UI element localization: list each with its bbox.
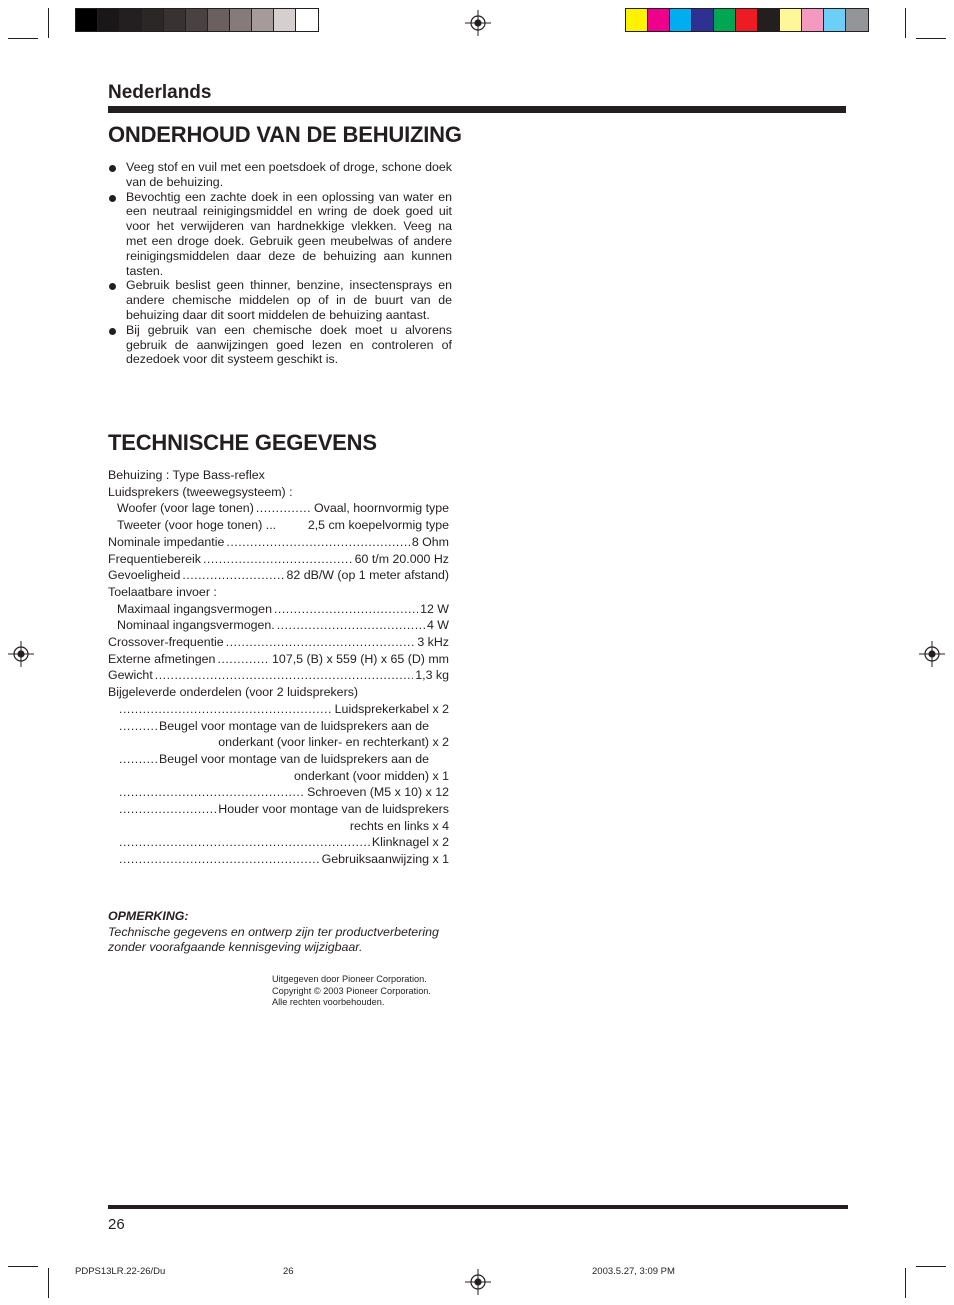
spec-weight xyxy=(108,667,449,684)
color-swatch xyxy=(230,9,252,31)
color-swatch xyxy=(824,9,846,31)
accessory-text: Beugel voor montage van de luidsprekers aan de xyxy=(159,718,430,733)
color-swatch xyxy=(670,9,692,31)
spec-label: Externe afmetingen xyxy=(108,651,216,666)
spec-tweeter xyxy=(108,517,449,534)
process-color-bar xyxy=(625,8,869,32)
accessory-item xyxy=(108,718,449,735)
spec-label: Woofer (voor lage tonen) xyxy=(117,501,254,516)
spec-speakers-label: Luidsprekers (tweewegsysteem) : xyxy=(108,484,293,499)
color-swatch xyxy=(76,9,98,31)
registration-mark-icon xyxy=(465,1269,491,1295)
list-item: Bij gebruik van een chemische doek moet u alvorens gebruik de aanwijzingen goed lezen en controleren of dezedoek voor dit systeem geschikt is. xyxy=(108,323,452,367)
section-title-specs: TECHNISCHE GEGEVENS xyxy=(108,430,377,455)
header-rule xyxy=(108,106,846,113)
note-text: Technische gegevens en ontwerp zijn ter productverbetering zonder voorafgaande kennisgeving wijzigbaar. xyxy=(108,925,439,954)
language-heading: Nederlands xyxy=(108,82,212,103)
slug-date: 2003.5.27, 3:09 PM xyxy=(592,1266,675,1277)
spec-input-label: Toelaatbare invoer : xyxy=(108,584,217,599)
spec-dimensions xyxy=(108,651,449,668)
accessory-text: Beugel voor montage van de luidsprekers aan de xyxy=(159,751,430,766)
color-swatch xyxy=(208,9,230,31)
spec-value: 4 W xyxy=(426,618,449,633)
spec-label: Tweeter (voor hoge tonen) ... xyxy=(117,518,277,533)
spec-label: Nominale impedantie xyxy=(108,534,225,549)
color-swatch xyxy=(736,9,758,31)
color-swatch xyxy=(252,9,274,31)
color-swatch xyxy=(802,9,824,31)
spec-label: Gewicht xyxy=(108,668,153,683)
accessory-text: Klinknagel x 2 xyxy=(371,835,449,850)
color-swatch xyxy=(780,9,802,31)
spec-value: Ovaal, hoornvormig type xyxy=(314,501,449,516)
list-item: Bevochtig een zachte doek in een oplossing van water en een neutraal reinigingsmiddel en wring de doek goed uit voor het verwijderen van hardnekkige vlekken. Veeg na met een droge doek. Gebruik geen meubelwas of andere reinigingsmiddelen daar deze de behuizing aan kunnen tasten. xyxy=(108,190,452,279)
spec-woofer xyxy=(108,500,449,517)
accessory-item xyxy=(108,801,449,818)
accessory-item xyxy=(108,784,449,801)
registration-mark-icon xyxy=(919,641,945,667)
accessory-item xyxy=(108,701,449,718)
color-swatch xyxy=(692,9,714,31)
publisher-line: Uitgegeven door Pioneer Corporation. xyxy=(272,974,427,984)
section-title-maintenance: ONDERHOUD VAN DE BEHUIZING xyxy=(108,122,462,147)
color-swatch xyxy=(846,9,868,31)
registration-mark-icon xyxy=(8,641,34,667)
slug-page: 26 xyxy=(283,1266,294,1277)
maintenance-list xyxy=(108,160,452,367)
spec-crossover xyxy=(108,634,449,651)
accessory-text: Schroeven (M5 x 10) x 12 xyxy=(307,785,449,800)
color-swatch xyxy=(186,9,208,31)
accessory-text: Luidsprekerkabel x 2 xyxy=(334,701,449,716)
spec-value: 107,5 (B) x 559 (H) x 65 (D) mm xyxy=(272,651,449,666)
spec-label: Gevoeligheid xyxy=(108,568,181,583)
spec-label: Nominaal ingangsvermogen. xyxy=(117,618,275,633)
footer-rule xyxy=(108,1205,848,1209)
color-swatch xyxy=(714,9,736,31)
accessory-text: Gebruiksaanwijzing x 1 xyxy=(321,852,449,867)
color-swatch xyxy=(98,9,120,31)
color-swatch xyxy=(626,9,648,31)
accessory-text-continued: onderkant (voor midden) x 1 xyxy=(294,768,449,783)
spec-table xyxy=(108,467,449,868)
slug-filename: PDPS13LR.22-26/Du xyxy=(75,1266,166,1277)
color-swatch xyxy=(296,9,318,31)
accessory-item xyxy=(108,834,449,851)
spec-value: 12 W xyxy=(420,601,449,616)
color-swatch xyxy=(120,9,142,31)
accessory-item xyxy=(108,751,449,768)
gray-color-bar xyxy=(75,8,319,32)
accessory-item xyxy=(108,851,449,868)
spec-impedance xyxy=(108,534,449,551)
color-swatch xyxy=(164,9,186,31)
spec-label: Frequentiebereik xyxy=(108,551,201,566)
color-swatch xyxy=(758,9,780,31)
spec-value: 60 t/m 20.000 Hz xyxy=(354,551,449,566)
accessory-text-continued: onderkant (voor linker- en rechterkant) x 2 xyxy=(218,735,449,750)
spec-sensitivity xyxy=(108,567,449,584)
copyright-line: Copyright © 2003 Pioneer Corporation. xyxy=(272,985,431,996)
page-number: 26 xyxy=(108,1216,125,1233)
spec-value: 8 Ohm xyxy=(411,534,449,549)
accessory-text-continued: rechts en links x 4 xyxy=(349,818,449,833)
spec-value: 3 kHz xyxy=(417,635,449,650)
publisher-info xyxy=(272,974,431,1009)
spec-max-input xyxy=(108,601,449,618)
spec-value: 82 dB/W (op 1 meter afstand) xyxy=(286,568,449,583)
spec-label: Maximaal ingangsvermogen xyxy=(117,601,272,616)
registration-mark-icon xyxy=(465,10,491,36)
spec-nominal-input xyxy=(108,617,449,634)
spec-enclosure: Behuizing : Type Bass-reflex xyxy=(108,468,265,482)
rights-line: Alle rechten voorbehouden. xyxy=(272,997,385,1008)
color-swatch xyxy=(142,9,164,31)
spec-accessories-label: Bijgeleverde onderdelen (voor 2 luidsprekers) xyxy=(108,685,359,700)
accessory-text: Houder voor montage van de luidsprekers xyxy=(218,802,449,817)
note-heading: OPMERKING: xyxy=(108,909,189,923)
spec-value: 2,5 cm koepelvormig type xyxy=(307,518,449,533)
spec-frequency xyxy=(108,551,449,568)
color-swatch xyxy=(648,9,670,31)
list-item: Veeg stof en vuil met een poetsdoek of droge, schone doek van de behuizing. xyxy=(108,160,452,190)
list-item: Gebruik beslist geen thinner, benzine, insectensprays en andere chemische middelen op of in de buurt van de behuizing daar dit soort middelen de behuizing aantast. xyxy=(108,278,452,322)
color-swatch xyxy=(274,9,296,31)
spec-label: Crossover-frequentie xyxy=(108,635,224,650)
spec-value: 1,3 kg xyxy=(415,668,449,683)
